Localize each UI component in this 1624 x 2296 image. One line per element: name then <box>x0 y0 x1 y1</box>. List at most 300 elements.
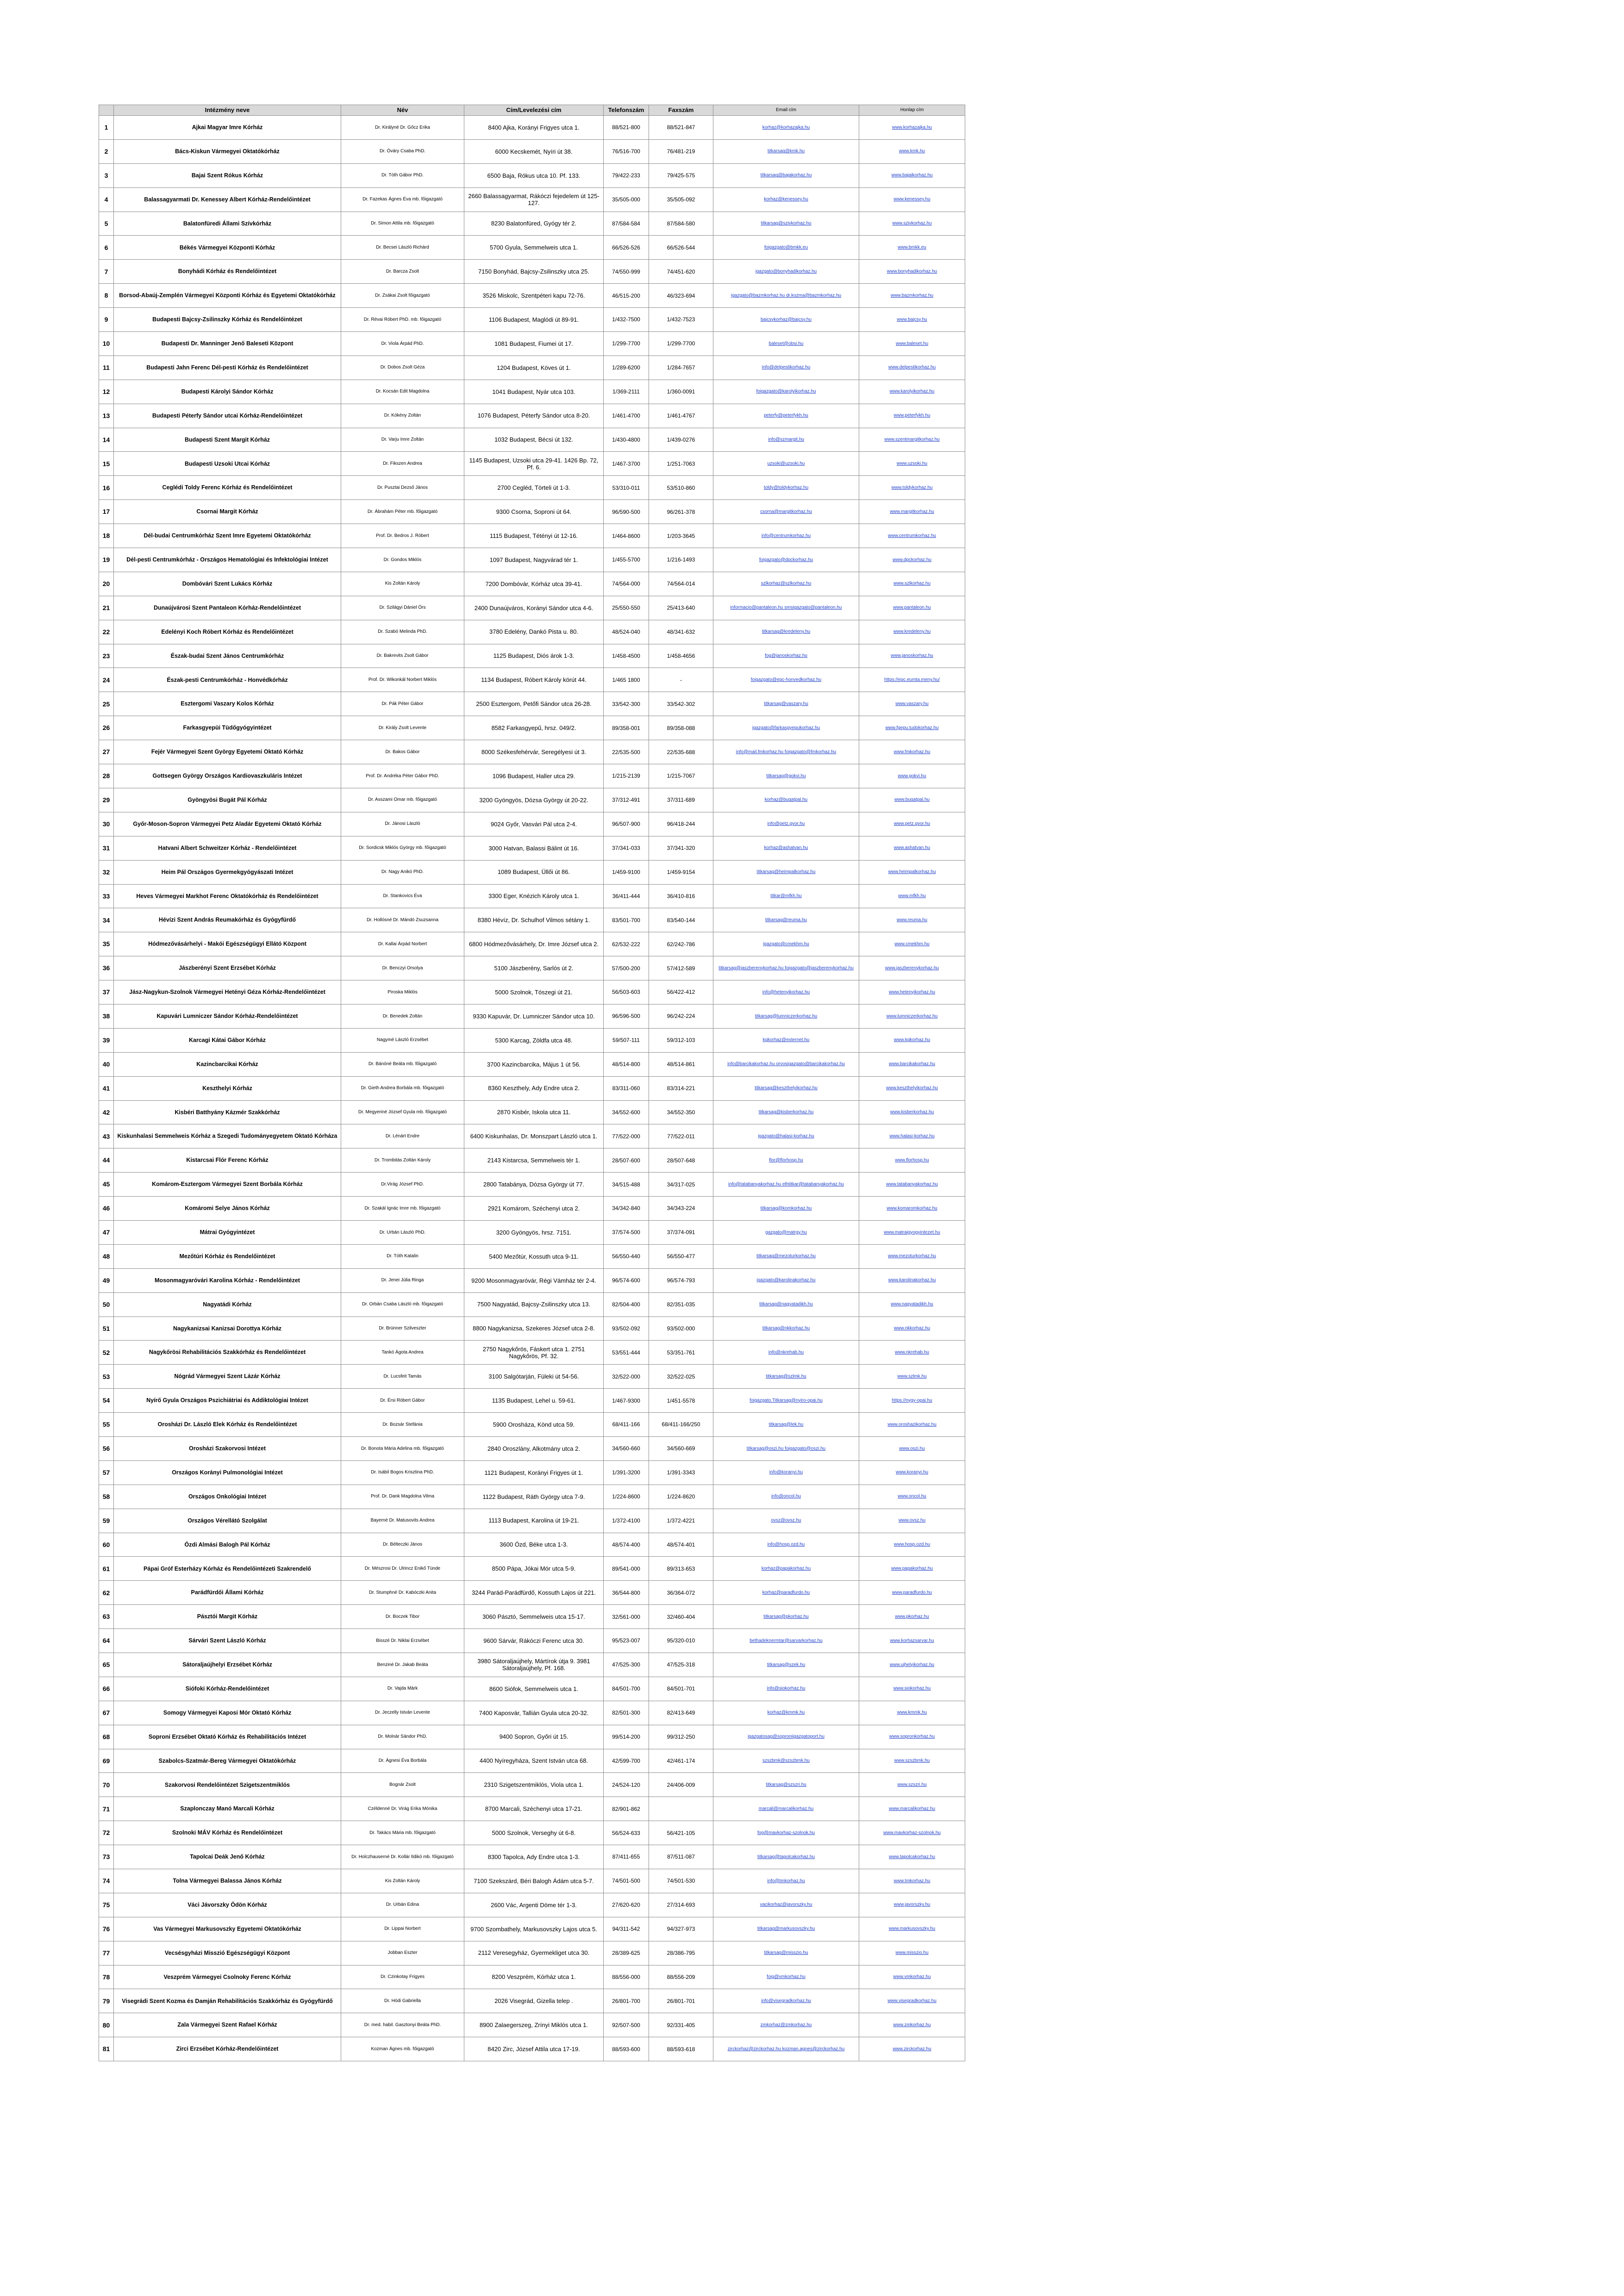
website-link[interactable]: www.paradfurdo.hu <box>859 1581 965 1605</box>
address: 1145 Budapest, Uzsoki utca 29-41. 1426 Bp. 72, Pf. 6. <box>464 452 604 476</box>
email-link[interactable]: info@nkrehab.hu <box>713 1341 859 1365</box>
row-number: 29 <box>99 788 114 812</box>
website-link[interactable]: www.jaszberenykorhaz.hu <box>859 956 965 980</box>
website-link[interactable]: www.visegradkorhaz.hu <box>859 1989 965 2013</box>
fax: 83/314-221 <box>649 1076 713 1100</box>
director-name: Dr. Holczhauserné Dr. Kollár Ildikó mb. főigazgató <box>341 1845 464 1869</box>
email-link[interactable]: titkarsag@lumniczerkorhaz.hu <box>713 1004 859 1028</box>
email-link[interactable]: titkarsag@nagyatadikh.hu <box>713 1292 859 1316</box>
director-name: Dr. Ábrahám Péter mb. főigazgató <box>341 500 464 524</box>
row-number: 42 <box>99 1100 114 1124</box>
website-link[interactable]: www.komaromkorhaz.hu <box>859 1197 965 1221</box>
website-link[interactable]: www.lumniczerkorhaz.hu <box>859 1004 965 1028</box>
email-link[interactable]: foigazgato.Titkarsag@nyiro-opai.hu <box>713 1389 859 1413</box>
address: 5000 Szolnok, Verseghy út 6-8. <box>464 1821 604 1845</box>
website-link[interactable]: www.gokvi.hu <box>859 764 965 788</box>
table-row <box>99 836 965 860</box>
email-link[interactable]: fog@mavkorhaz-szolnok.hu <box>713 1821 859 1845</box>
email-link[interactable]: zmkorhaz@zmkorhaz.hu <box>713 2013 859 2037</box>
address: 8230 Balatonfüred, Gyógy tér 2. <box>464 212 604 236</box>
address: 3060 Pásztó, Semmelweis utca 15-17. <box>464 1605 604 1629</box>
table-body <box>99 116 965 2061</box>
email-link[interactable]: titkarsag@gokvi.hu <box>713 764 859 788</box>
website-link[interactable]: www.pantaleon.hu <box>859 596 965 620</box>
website-link[interactable]: www.cmekhm.hu <box>859 932 965 956</box>
row-number: 14 <box>99 428 114 452</box>
email-link[interactable]: info@oncol.hu <box>713 1485 859 1509</box>
director-name: Nagymé László Erzsébet <box>341 1028 464 1052</box>
institution-name: Csornai Margit Kórház <box>114 500 341 524</box>
row-number: 21 <box>99 596 114 620</box>
email-link[interactable]: info@visegradkorhaz.hu <box>713 1989 859 2013</box>
institution-name: Ajkai Magyar Imre Kórház <box>114 116 341 140</box>
email-link[interactable]: baleset@obsi.hu <box>713 332 859 356</box>
email-link[interactable]: igazgato@halasi-korhaz.hu <box>713 1124 859 1148</box>
address: 8700 Marcali, Széchenyi utca 17-21. <box>464 1797 604 1821</box>
website-link[interactable]: www.kmk.hu <box>859 139 965 163</box>
website-link[interactable]: www.petz.gyor.hu <box>859 812 965 836</box>
phone: 57/500-200 <box>604 956 649 980</box>
website-link[interactable]: www.bajaikorhaz.hu <box>859 163 965 187</box>
email-link[interactable]: titkarsag@szivkorhaz.hu <box>713 212 859 236</box>
email-link[interactable]: titkarsag@bajakorhaz.hu <box>713 163 859 187</box>
email-link[interactable]: info@siokorhaz.hu <box>713 1677 859 1701</box>
email-link[interactable]: korhaz@ashatvan.hu <box>713 836 859 860</box>
website-link[interactable]: www.kenessey.hu <box>859 187 965 212</box>
fax: 1/284-7657 <box>649 356 713 380</box>
email-link[interactable]: titkarsag@mezoturkorhaz.hu <box>713 1244 859 1268</box>
director-name: Bisszé Dr. Niklai Erzsébet <box>341 1629 464 1653</box>
email-link[interactable]: info@delpestikorhaz.hu <box>713 356 859 380</box>
director-name: Dr. Bélteczki János <box>341 1533 464 1557</box>
website-link[interactable]: www.peterfykh.hu <box>859 404 965 428</box>
website-link[interactable]: www.hosp.ozd.hu <box>859 1533 965 1557</box>
header-director-name: Név <box>341 105 464 116</box>
row-number: 31 <box>99 836 114 860</box>
email-link[interactable]: korhaz@papakorhaz.hu <box>713 1557 859 1581</box>
table-row <box>99 1124 965 1148</box>
table-row <box>99 1629 965 1653</box>
address: 9200 Mosonmagyaróvár, Régi Vámház tér 2-4. <box>464 1268 604 1292</box>
website-link[interactable]: www.szlmk.hu <box>859 1365 965 1389</box>
email-link[interactable]: titkarsag@heimpalkorhaz.hu <box>713 860 859 884</box>
institution-name: Orosházi Szakorvosi Intézet <box>114 1436 341 1460</box>
website-link[interactable]: www.szszri.hu <box>859 1773 965 1797</box>
email-link[interactable]: kgkorhaz@externet.hu <box>713 1028 859 1052</box>
email-link[interactable]: toldy@toldykorhaz.hu <box>713 476 859 500</box>
institution-name: Fejér Vármegyei Szent György Egyetemi Oktató Kórház <box>114 740 341 764</box>
director-name: Dr. Kallai Árpád Norbert <box>341 932 464 956</box>
email-link[interactable]: titkarsag@nkkorhaz.hu <box>713 1316 859 1341</box>
fax: 82/413-649 <box>649 1701 713 1725</box>
fax: 74/451-620 <box>649 260 713 284</box>
email-link[interactable]: bethadeknermtar@sarvarkorhaz.hu <box>713 1629 859 1653</box>
website-link[interactable]: www.bugatpal.hu <box>859 788 965 812</box>
website-link[interactable]: www.heimpalkorhaz.hu <box>859 860 965 884</box>
address: 1122 Budapest, Ráth György utca 7-9. <box>464 1485 604 1509</box>
email-link[interactable]: igazgatosag@soproniigazgatoport.hu <box>713 1725 859 1749</box>
phone: 88/556-000 <box>604 1965 649 1989</box>
website-link[interactable]: www.matraigyogyintezet.hu <box>859 1220 965 1244</box>
email-link[interactable]: info@tatabanyakorhaz.hu elhtitkar@tatabanyakorhaz.hu <box>713 1173 859 1197</box>
website-link[interactable]: https://epc.eumta.meny.hu/ <box>859 668 965 692</box>
website-link[interactable]: www.mavkorhaz-szolnok.hu <box>859 1821 965 1845</box>
institution-name: Veszprém Vármegyei Csolnoky Ferenc Kórház <box>114 1965 341 1989</box>
fax: 59/312-103 <box>649 1028 713 1052</box>
table-row <box>99 1292 965 1316</box>
phone: 34/515-488 <box>604 1173 649 1197</box>
fax: 1/216-1493 <box>649 548 713 572</box>
website-link[interactable]: www.dpckorhaz.hu <box>859 548 965 572</box>
email-link[interactable]: titkarsag@kisberkorhaz.hu <box>713 1100 859 1124</box>
website-link[interactable]: www.bajcsy.hu <box>859 308 965 332</box>
address: 5100 Jászberény, Sarlós út 2. <box>464 956 604 980</box>
website-link[interactable]: www.nkkorhaz.hu <box>859 1316 965 1341</box>
institution-name: Pásztói Margit Kórház <box>114 1605 341 1629</box>
email-link[interactable]: foig@vmkorhaz.hu <box>713 1965 859 1989</box>
website-link[interactable]: www.korhazsarvar.hu <box>859 1629 965 1653</box>
director-name: Dr. Megyeriné József Gyula mb. főigazgató <box>341 1100 464 1124</box>
email-link[interactable]: info@hetenyikorhaz.hu <box>713 980 859 1004</box>
website-link[interactable]: www.vaszary.hu <box>859 692 965 716</box>
table-row <box>99 524 965 548</box>
table-row <box>99 1605 965 1629</box>
email-link[interactable]: szlkorhaz@szlkorhaz.hu <box>713 572 859 596</box>
institution-name: Jászberényi Szent Erzsébet Kórház <box>114 956 341 980</box>
director-name: Dr. Brünner Szilveszter <box>341 1316 464 1341</box>
fax: 94/327-973 <box>649 1917 713 1941</box>
website-link[interactable]: www.centrumkorhaz.hu <box>859 524 965 548</box>
email-link[interactable]: titkarsag@keszthelyikorhaz.hu <box>713 1076 859 1100</box>
email-link[interactable]: titkarsag@komkorhaz.hu <box>713 1197 859 1221</box>
website-link[interactable]: www.javorszky.hu <box>859 1893 965 1917</box>
email-link[interactable]: ovsz@ovsz.hu <box>713 1509 859 1533</box>
fax: 84/501-701 <box>649 1677 713 1701</box>
director-name: Dr. Takács Mária mb. főigazgató <box>341 1821 464 1845</box>
email-link[interactable]: info@petz.gyor.hu <box>713 812 859 836</box>
director-name: Bayerné Dr. Matusovits Andrea <box>341 1509 464 1533</box>
email-link[interactable]: info@koranyi.hu <box>713 1460 859 1485</box>
website-link[interactable]: www.sopronkorhaz.hu <box>859 1725 965 1749</box>
fax: 35/505-092 <box>649 187 713 212</box>
institution-name: Budapesti Dr. Manninger Jenő Baleseti Központ <box>114 332 341 356</box>
website-link[interactable]: www.oncol.hu <box>859 1485 965 1509</box>
row-number: 80 <box>99 2013 114 2037</box>
website-link[interactable]: www.fmkorhaz.hu <box>859 740 965 764</box>
email-link[interactable]: korhaz@kenessey.hu <box>713 187 859 212</box>
website-link[interactable]: www.delpestikorhaz.hu <box>859 356 965 380</box>
phone: 37/574-500 <box>604 1220 649 1244</box>
address: 3200 Gyöngyös, hrsz. 7151. <box>464 1220 604 1244</box>
website-link[interactable]: www.tmkorhaz.hu <box>859 1869 965 1893</box>
email-link[interactable]: informacio@pantaleon.hu smsigazgato@pantaleon.hu <box>713 596 859 620</box>
director-name: Prof. Dr. Andréka Péter Gábor PhD. <box>341 764 464 788</box>
institution-name: Parádfürdői Állami Kórház <box>114 1581 341 1605</box>
institution-name: Békés Vármegyei Központi Kórház <box>114 236 341 260</box>
email-link[interactable]: foigazgato@epc-honvedkorhaz.hu <box>713 668 859 692</box>
website-link[interactable]: www.ujhelyikorhaz.hu <box>859 1653 965 1677</box>
address: 3980 Sátoraljaújhely, Mártírok útja 9. 3981 Sátoraljaújhely, Pf. 168. <box>464 1653 604 1677</box>
director-name: Dr. Kókény Zoltán <box>341 404 464 428</box>
website-link[interactable]: www.kmmk.hu <box>859 1701 965 1725</box>
address: 2840 Oroszlány, Alkotmány utca 2. <box>464 1436 604 1460</box>
institution-name: Budapesti Jahn Ferenc Dél-pesti Kórház és Rendelőintézet <box>114 356 341 380</box>
email-link[interactable]: korhaz@korhazajka.hu <box>713 116 859 140</box>
website-link[interactable]: www.kgkorhaz.hu <box>859 1028 965 1052</box>
email-link[interactable]: korhaz@kmmk.hu <box>713 1701 859 1725</box>
website-link[interactable]: www.bmkk.eu <box>859 236 965 260</box>
phone: 88/593-600 <box>604 2037 649 2061</box>
website-link[interactable]: www.vmkorhaz.hu <box>859 1965 965 1989</box>
institution-name: Kiskunhalasi Semmelweis Kórház a Szegedi Tudományegyetem Oktató Kórháza <box>114 1124 341 1148</box>
website-link[interactable]: www.florhosp.hu <box>859 1148 965 1173</box>
website-link[interactable]: www.zirckorhaz.hu <box>859 2037 965 2061</box>
institution-name: Komárom-Esztergom Vármegyei Szent Borbála Kórház <box>114 1173 341 1197</box>
row-number: 34 <box>99 908 114 932</box>
address: 7200 Dombóvár, Kórház utca 39-41. <box>464 572 604 596</box>
email-link[interactable]: info@szmargit.hu <box>713 428 859 452</box>
website-link[interactable]: www.reuma.hu <box>859 908 965 932</box>
email-link[interactable]: info@centrumkorhaz.hu <box>713 524 859 548</box>
row-number: 76 <box>99 1917 114 1941</box>
website-link[interactable]: www.markusovszky.hu <box>859 1917 965 1941</box>
fax: 34/343-224 <box>649 1197 713 1221</box>
email-link[interactable]: titkarsag@kredeleny.hu <box>713 620 859 644</box>
website-link[interactable]: www.nagyatadikh.hu <box>859 1292 965 1316</box>
website-link[interactable]: www.bonyhadikorhaz.hu <box>859 260 965 284</box>
email-link[interactable]: info@hosp.ozd.hu <box>713 1533 859 1557</box>
email-link[interactable]: igazgato@karolinakorhaz.hu <box>713 1268 859 1292</box>
email-link[interactable]: titkarsag@szek.hu <box>713 1653 859 1677</box>
website-link[interactable]: www.ashatvan.hu <box>859 836 965 860</box>
website-link[interactable]: www.siokorhaz.hu <box>859 1677 965 1701</box>
email-link[interactable]: vacikorhaz@javorszky.hu <box>713 1893 859 1917</box>
phone: 33/542-300 <box>604 692 649 716</box>
website-link[interactable]: www.marcalikorhaz.hu <box>859 1797 965 1821</box>
email-link[interactable]: korhaz@paradfurdo.hu <box>713 1581 859 1605</box>
website-link[interactable]: www.kredeleny.hu <box>859 620 965 644</box>
fax: 32/460-404 <box>649 1605 713 1629</box>
website-link[interactable]: www.tatabanyakorhaz.hu <box>859 1173 965 1197</box>
address: 8600 Siófok, Semmelweis utca 1. <box>464 1677 604 1701</box>
email-link[interactable]: szszbmk@szszbmk.hu <box>713 1749 859 1773</box>
fax: 28/386-795 <box>649 1941 713 1965</box>
website-link[interactable]: www.misszio.hu <box>859 1941 965 1965</box>
phone: 32/561-000 <box>604 1605 649 1629</box>
website-link[interactable]: www.szszbmk.hu <box>859 1749 965 1773</box>
table-row <box>99 740 965 764</box>
website-link[interactable]: www.szivkorhaz.hu <box>859 212 965 236</box>
email-link[interactable]: igazgato@farkasgyepukorhaz.hu <box>713 716 859 740</box>
email-link[interactable]: titkarsag@szszri.hu <box>713 1773 859 1797</box>
address: 1041 Budapest, Nyár utca 103. <box>464 380 604 404</box>
address: 8300 Tapolca, Ady Endre utca 1-3. <box>464 1845 604 1869</box>
phone: 96/590-500 <box>604 500 649 524</box>
institution-name: Farkasgyepüi Tüdőgyógyintézet <box>114 716 341 740</box>
email-link[interactable]: titkarsag@kmk.hu <box>713 139 859 163</box>
email-link[interactable]: peterfy@peterfykh.hu <box>713 404 859 428</box>
row-number: 74 <box>99 1869 114 1893</box>
director-name: Dr. Stankovics Éva <box>341 884 464 908</box>
website-link[interactable]: www.bazmkorhaz.hu <box>859 284 965 308</box>
website-link[interactable]: www.koranyi.hu <box>859 1460 965 1485</box>
institution-name: Nagykőrösi Rehabilitációs Szakkórház és Rendelőintézet <box>114 1341 341 1365</box>
institution-name: Szabolcs-Szatmár-Bereg Vármegyei Oktatókórház <box>114 1749 341 1773</box>
address: 1134 Budapest, Róbert Károly körút 44. <box>464 668 604 692</box>
director-name: Dr. Urbán László PhD. <box>341 1220 464 1244</box>
fax: 28/507-648 <box>649 1148 713 1173</box>
website-link[interactable]: www.zmkorhaz.hu <box>859 2013 965 2037</box>
institution-name: Bajai Szent Rókus Kórház <box>114 163 341 187</box>
director-name: Dr. Isábil Bogos Krisztina PhD. <box>341 1460 464 1485</box>
email-link[interactable]: zirckorhaz@zirckorhaz.hu kozman.agnes@zirckorhaz.hu <box>713 2037 859 2061</box>
address: 2400 Dunaújváros, Korányi Sándor utca 4-6. <box>464 596 604 620</box>
email-link[interactable]: fog@janoskorhaz.hu <box>713 644 859 668</box>
website-link[interactable]: www.pkorhaz.hu <box>859 1605 965 1629</box>
row-number: 66 <box>99 1677 114 1701</box>
website-link[interactable]: www.papakorhaz.hu <box>859 1557 965 1581</box>
website-link[interactable]: www.oroshazikorhaz.hu <box>859 1413 965 1437</box>
website-link[interactable]: www.karolinakorhaz.hu <box>859 1268 965 1292</box>
website-link[interactable]: https://nygy-opai.hu <box>859 1389 965 1413</box>
email-link[interactable]: titkarsag@vaszary.hu <box>713 692 859 716</box>
institution-name: Hódmezővásárhelyi - Makói Egészségügyi Ellátó Központ <box>114 932 341 956</box>
website-link[interactable]: www.mfkh.hu <box>859 884 965 908</box>
table-row <box>99 812 965 836</box>
email-link[interactable]: titkarsag@jaszberenykorhaz.hu foigazgato@jaszberenykorhaz.hu <box>713 956 859 980</box>
website-link[interactable]: www.hetenyikorhaz.hu <box>859 980 965 1004</box>
website-link[interactable]: www.barcikakorhaz.hu <box>859 1052 965 1076</box>
institution-name: Orosházi Dr. László Elek Kórház és Rendelőintézet <box>114 1413 341 1437</box>
fax: 74/564-014 <box>649 572 713 596</box>
phone: 32/522-000 <box>604 1365 649 1389</box>
email-link[interactable]: info@mail.fmkorhaz.hu foigazgato@fmkorhaz.hu <box>713 740 859 764</box>
row-number: 17 <box>99 500 114 524</box>
table-row <box>99 356 965 380</box>
email-link[interactable]: titkar@mfkh.hu <box>713 884 859 908</box>
phone: 76/516-700 <box>604 139 649 163</box>
website-link[interactable]: www.baleset.hu <box>859 332 965 356</box>
email-link[interactable]: igazgato@cmekhm.hu <box>713 932 859 956</box>
website-link[interactable]: www.toldykorhaz.hu <box>859 476 965 500</box>
email-link[interactable]: uzsoki@uzsoki.hu <box>713 452 859 476</box>
row-number: 32 <box>99 860 114 884</box>
phone: 26/801-700 <box>604 1989 649 2013</box>
institution-name: Budapesti Szent Margit Kórház <box>114 428 341 452</box>
email-link[interactable]: info@barcikakorhaz.hu orvosigazgato@barcikakorhaz.hu <box>713 1052 859 1076</box>
website-link[interactable]: www.oszi.hu <box>859 1436 965 1460</box>
institution-name: Sátoraljaújhelyi Erzsébet Kórház <box>114 1653 341 1677</box>
website-link[interactable]: www.halasi-korhaz.hu <box>859 1124 965 1148</box>
email-link[interactable]: titkarsag@tapolcakorhaz.hu <box>713 1845 859 1869</box>
table-row <box>99 1268 965 1292</box>
email-link[interactable]: bajcsykorhaz@bajcsy.hu <box>713 308 859 332</box>
email-link[interactable]: igazgato@bonyhadikorhaz.hu <box>713 260 859 284</box>
table-row <box>99 1413 965 1437</box>
institution-name: Zirci Erzsébet Kórház-Rendelőintézet <box>114 2037 341 2061</box>
phone: 87/411-655 <box>604 1845 649 1869</box>
fax: 66/526-544 <box>649 236 713 260</box>
email-link[interactable]: info@tmkorhaz.hu <box>713 1869 859 1893</box>
table-row <box>99 1725 965 1749</box>
email-link[interactable]: titkarsag@szlmk.hu <box>713 1365 859 1389</box>
fax: 1/360-0091 <box>649 380 713 404</box>
website-link[interactable]: www.tapolcakorhaz.hu <box>859 1845 965 1869</box>
website-link[interactable]: www.ovsz.hu <box>859 1509 965 1533</box>
header-email: Email cím <box>713 105 859 116</box>
email-link[interactable]: titkarsag@oszi.hu foigazgato@oszi.hu <box>713 1436 859 1460</box>
email-link[interactable]: marcali@marcalikorhaz.hu <box>713 1797 859 1821</box>
table-row <box>99 1148 965 1173</box>
email-link[interactable]: foigazgato@dpckorhaz.hu <box>713 548 859 572</box>
email-link[interactable]: foigazgato@karolyikorhaz.hu <box>713 380 859 404</box>
address: 5700 Gyula, Semmelweis utca 1. <box>464 236 604 260</box>
row-number: 70 <box>99 1773 114 1797</box>
fax: 1/451-5578 <box>649 1389 713 1413</box>
email-link[interactable]: csorna@margitkorhaz.hu <box>713 500 859 524</box>
website-link[interactable]: www.kisberkorhaz.hu <box>859 1100 965 1124</box>
phone: 34/552-600 <box>604 1100 649 1124</box>
website-link[interactable]: www.uzsoki.hu <box>859 452 965 476</box>
email-link[interactable]: titkarsag@pkorhaz.hu <box>713 1605 859 1629</box>
phone: 53/310-011 <box>604 476 649 500</box>
table-row <box>99 500 965 524</box>
email-link[interactable]: foigazgato@bmkk.eu <box>713 236 859 260</box>
website-link[interactable]: www.keszthelyikorhaz.hu <box>859 1076 965 1100</box>
director-name: Dr. Bánóné Beáta mb. főigazgató <box>341 1052 464 1076</box>
phone: 1/299-7700 <box>604 332 649 356</box>
address: 1096 Budapest, Haller utca 29. <box>464 764 604 788</box>
row-number: 11 <box>99 356 114 380</box>
address: 6500 Baja, Rókus utca 10. Pf. 133. <box>464 163 604 187</box>
row-number: 71 <box>99 1797 114 1821</box>
email-link[interactable]: korhaz@bugatpal.hu <box>713 788 859 812</box>
email-link[interactable]: flor@florhosp.hu <box>713 1148 859 1173</box>
fax: 76/481-219 <box>649 139 713 163</box>
fax: 46/323-694 <box>649 284 713 308</box>
fax: 1/461-4767 <box>649 404 713 428</box>
website-link[interactable]: www.janoskorhaz.hu <box>859 644 965 668</box>
fax: 48/514-861 <box>649 1052 713 1076</box>
email-link[interactable]: titkarsag@misszio.hu <box>713 1941 859 1965</box>
website-link[interactable]: www.nkrehab.hu <box>859 1341 965 1365</box>
institution-name: Heim Pál Országos Gyermekgyógyászati Intézet <box>114 860 341 884</box>
table-row <box>99 860 965 884</box>
website-link[interactable]: www.szentmargitkorhaz.hu <box>859 428 965 452</box>
website-link[interactable]: www.szlkorhaz.hu <box>859 572 965 596</box>
row-number: 41 <box>99 1076 114 1100</box>
website-link[interactable]: www.margitkorhaz.hu <box>859 500 965 524</box>
email-link[interactable]: titkarsag@markusovszky.hu <box>713 1917 859 1941</box>
fax: 87/511-087 <box>649 1845 713 1869</box>
institution-name: Szolnoki MÁV Kórház és Rendelőintézet <box>114 1821 341 1845</box>
row-number: 8 <box>99 284 114 308</box>
header-num <box>99 105 114 116</box>
email-link[interactable]: gazgato@matrgy.hu <box>713 1220 859 1244</box>
email-link[interactable]: titkarsag@lek.hu <box>713 1413 859 1437</box>
email-link[interactable]: igazgato@bazmkorhaz.hu dr.kozma@bazmkorhaz.hu <box>713 284 859 308</box>
phone: 1/215-2139 <box>604 764 649 788</box>
address: 7150 Bonyhád, Bajcsy-Zsilinszky utca 25. <box>464 260 604 284</box>
director-name: Dr. Asszami Omar mb. főigazgató <box>341 788 464 812</box>
website-link[interactable]: www.korhazajka.hu <box>859 116 965 140</box>
email-link[interactable]: titkarsag@reuma.hu <box>713 908 859 932</box>
website-link[interactable]: www.fgepu.tudokorhaz.hu <box>859 716 965 740</box>
row-number: 49 <box>99 1268 114 1292</box>
fax: 87/584-580 <box>649 212 713 236</box>
website-link[interactable]: www.karolyikorhaz.hu <box>859 380 965 404</box>
website-link[interactable]: www.mezoturkorhaz.hu <box>859 1244 965 1268</box>
